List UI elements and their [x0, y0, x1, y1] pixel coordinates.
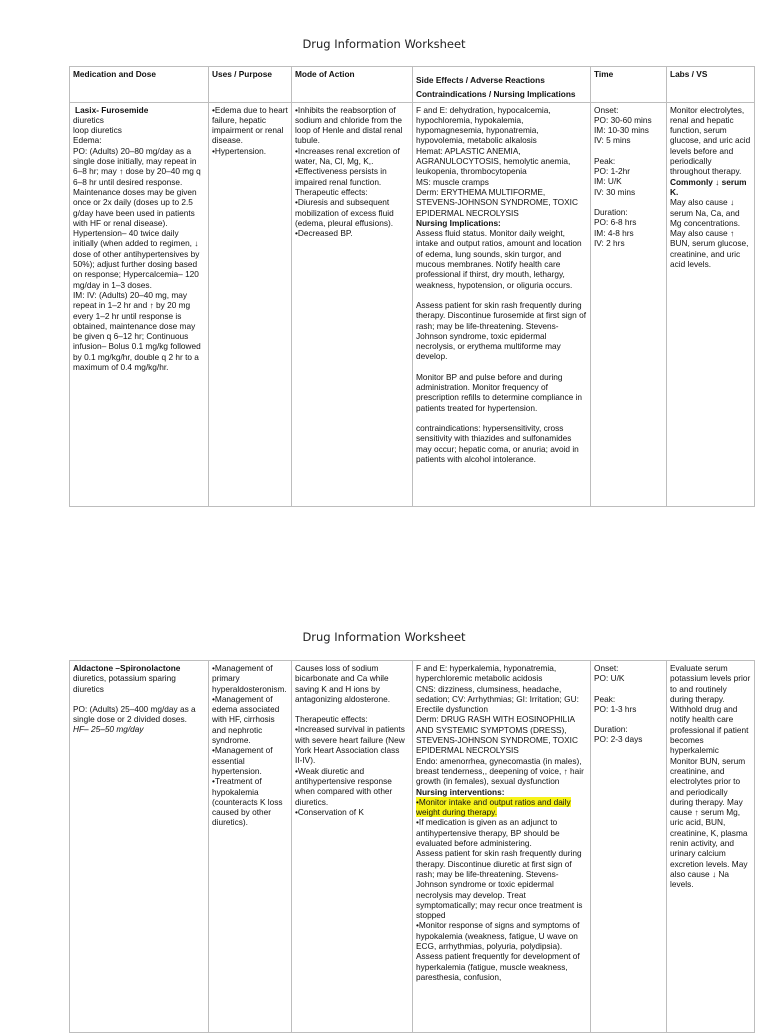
drug-class: diuretics	[73, 114, 104, 125]
labs-item: May also cause ↓ serum Na, Ca, and Mg concentrations.	[670, 197, 741, 228]
labs-item: Evaluate serum potassium levels prior to and routinely during therapy. Withhold drug and notify health care professional if patient becomes hyperkalemic	[670, 663, 751, 756]
mode-of-action-cell	[292, 102, 413, 506]
nursing-intervention-highlighted	[416, 797, 587, 818]
se-dermatologic: Derm: ERYTHEMA MULTIFORME, STEVENS-JOHNSON SYNDROME, TOXIC EPIDERMAL NECROLYSIS	[416, 186, 578, 218]
labs-item: Monitor BUN, serum creatinine, and electrolytes prior to and periodically during therapy. May cause ↑ serum Mg, uric acid, BUN, creatinine, K, plasma renin activity, and urinary calcium excretion levels. May also cause ↓ Na levels.	[670, 755, 748, 890]
time-cell	[591, 102, 667, 506]
moa-item: •Weak diuretic and antihypertensive response when compared with other diuretics.	[295, 765, 393, 807]
nursing-implication: Assess patient for skin rash frequently during therapy. Discontinue furosemide at first sign of rash; may be life-threatening. Stevens-Johnson syndrome, toxic epidermal necrolysis, or erythema multiforme may develop.	[416, 299, 587, 362]
nursing-implications-heading: Nursing Implications:	[416, 217, 501, 228]
time-label: Duration:	[594, 206, 628, 217]
col-header-side-effects-line2: Contraindications / Nursing Implications	[416, 89, 576, 100]
col-header-time: Time	[591, 67, 667, 103]
se-dermatologic: Derm: DRUG RASH WITH EOSINOPHILIA AND SYSTEMIC SYMPTOMS (DRESS), STEVENS-JOHNSON SYNDROME, TOXIC EPIDERMAL NECROLYSIS	[416, 714, 578, 756]
dose-po: PO: (Adults) 25–400 mg/day as a single dose or 2 divided doses.	[73, 703, 196, 725]
moa-item: Causes loss of sodium bicarbonate and Ca while saving K and H ions by antagonizing aldosterone.	[295, 663, 391, 704]
table-row	[70, 661, 755, 1033]
col-header-mode-of-action: Mode of Action	[292, 67, 413, 103]
nursing-intervention: •If medication is given as an adjunct to antihypertensive therapy, BP should be evaluated before administering.	[416, 817, 560, 849]
time-value: IV: 2 hrs	[594, 237, 625, 248]
drug-subclass: loop diuretics	[73, 125, 122, 136]
col-header-side-effects-line1: Side Effects / Adverse Reactions	[416, 75, 545, 85]
se-cns: CNS: dizziness, clumsiness, headache, sedation; CV: Arrhythmias; GI: Irritation; GU: Erectile dysfunction	[416, 683, 579, 715]
drug-name: Aldactone –Spironolactone	[73, 663, 181, 673]
moa-heading: Therapeutic effects:	[295, 186, 368, 197]
time-value: PO: 30-60 mins	[594, 114, 652, 125]
use-item: •Management of edema associated with HF, cirrhosis and nephrotic syndrome.	[212, 693, 280, 746]
col-header-side-effects	[413, 67, 591, 103]
mode-of-action-cell	[292, 661, 413, 1033]
moa-item: •Increased survival in patients with severe heart failure (New York Heart Association class II-IV).	[295, 724, 405, 766]
moa-item: •Diuresis and subsequent mobilization of excess fluid (edema, pleural effusions).	[295, 197, 394, 228]
nursing-interventions-heading: Nursing interventions:	[416, 786, 505, 797]
worksheet-table-furosemide	[69, 66, 755, 507]
dose-hypertension: Hypertension– 40 twice daily initially (when added to regimen, ↓ dose of other antihypertensives by 50%); adjust further dosing based on response; Hypercalcemia– 120 mg/day in 1–3 doses.	[73, 228, 200, 290]
se-fluid-electrolytes: F and E: hyperkalemia, hyponatremia, hyperchloremic metabolic acidosis	[416, 663, 557, 684]
side-effects-cell	[413, 102, 591, 506]
table-header-row	[70, 67, 755, 103]
time-label: Peak:	[594, 155, 616, 166]
nursing-intervention: Assess patient for skin rash frequently during therapy. Discontinue diuretic at first sign of rash; may be life-threatening. Stevens-Johnson syndrome or toxic epidermal necrolysis may develop. Treat symptomatically; may recur once treatment is stopped	[416, 848, 583, 921]
uses-cell	[209, 661, 292, 1033]
se-endocrine: Endo: amenorrhea, gynecomastia (in males), breast tenderness,, deepening of voice, ↑ hair growth (in females), sexual dysfunction	[416, 755, 584, 787]
nursing-intervention: •Monitor response of signs and symptoms of hypokalemia (weakness, fatigue, U wave on ECG, arrhythmias, polyuria, polydipsia). Assess patient frequently for development of hyperkalemia (fatigue, muscle weakness, paresthesia, confusion,	[416, 920, 580, 982]
nursing-implication: Assess fluid status. Monitor daily weight, intake and output ratios, amount and location of edema, lung sounds, skin turgor, and mucous membranes. Notify health care professional if thirst, dry mouth, lethargy, weakness, hypotension, or oliguria occurs.	[416, 228, 582, 290]
use-item: •Management of primary hyperaldosteronism.	[212, 663, 287, 694]
labs-cell	[667, 661, 755, 1033]
time-label: Duration:	[594, 724, 628, 735]
worksheet-title-page-2: Drug Information Worksheet	[302, 630, 466, 644]
se-hematologic: Hemat: APLASTIC ANEMIA, AGRANULOCYTOSIS, hemolytic anemia, leukopenia, thrombocytopenia	[416, 145, 571, 177]
moa-item: •Effectiveness persists in impaired renal function.	[295, 166, 387, 187]
moa-item: •Decreased BP.	[295, 228, 353, 239]
dose-hf: HF– 25–50 mg/day	[73, 724, 144, 735]
use-item: •Hypertension.	[212, 145, 267, 156]
se-musculoskeletal: MS: muscle cramps	[416, 176, 489, 187]
labs-item: Commonly ↓ serum K.	[670, 176, 747, 197]
time-value: PO: 1-3 hrs	[594, 703, 637, 714]
time-value: PO: 6-8 hrs	[594, 217, 637, 228]
moa-item: •Increases renal excretion of water, Na, Cl, Mg, K,.	[295, 145, 400, 167]
se-fluid-electrolytes: F and E: dehydration, hypocalcemia, hypochloremia, hypokalemia, hypomagnesemia, hyponatremia, hypovolemia, metabolic alkalosis	[416, 104, 551, 146]
worksheet-table-spironolactone	[69, 660, 755, 1033]
col-header-labs: Labs / VS	[667, 67, 755, 103]
nursing-implication: Monitor BP and pulse before and during administration. Monitor frequency of prescription refills to determine compliance in patients treated for hypertension.	[416, 371, 583, 413]
time-value: PO: U/K	[594, 673, 625, 684]
time-value: IV: 5 mins	[594, 135, 631, 146]
labs-cell	[667, 102, 755, 506]
drug-name: Lasix- Furosemide	[75, 104, 149, 115]
time-value: PO: 2-3 days	[594, 734, 643, 745]
side-effects-cell	[413, 661, 591, 1033]
worksheet-title: Drug Information Worksheet	[302, 37, 466, 51]
time-value: IM: U/K	[594, 176, 622, 187]
time-value: PO: 1-2hr	[594, 166, 630, 177]
col-header-medication: Medication and Dose	[70, 67, 209, 103]
highlight-mark: •Monitor intake and output ratios and daily weight during therapy.	[416, 796, 571, 818]
time-label: Onset:	[594, 663, 619, 673]
time-label: Onset:	[594, 104, 619, 115]
medication-dose-cell	[70, 661, 209, 1033]
col-header-uses: Uses / Purpose	[209, 67, 292, 103]
use-item: •Management of essential hypertension.	[212, 745, 273, 776]
time-value: IV: 30 mins	[594, 186, 636, 197]
labs-item: May also cause ↑ BUN, serum glucose, creatinine, and uric acid levels.	[670, 228, 749, 270]
time-value: IM: 4-8 hrs	[594, 227, 634, 238]
table-row	[70, 102, 755, 506]
uses-cell	[209, 102, 292, 506]
time-value: IM: 10-30 mins	[594, 125, 649, 136]
use-item: •Treatment of hypokalemia (counteracts K loss caused by other diuretics).	[212, 776, 283, 828]
contraindications: contraindications: hypersensitivity, cross sensitivity with thiazides and sulfonamides may occur; hepatic coma, or anuria; avoid in patients with alcohol intolerance.	[416, 422, 579, 464]
time-label: Peak:	[594, 693, 616, 704]
moa-heading: Therapeutic effects:	[295, 714, 368, 725]
medication-dose-cell	[70, 102, 209, 506]
use-item: •Edema due to heart failure, hepatic impairment or renal disease.	[212, 104, 288, 146]
drug-class: diuretics, potassium sparing diuretics	[73, 673, 176, 694]
labs-item: Monitor electrolytes, renal and hepatic function, serum glucose, and uric acid levels before and periodically throughout therapy.	[670, 104, 751, 177]
dose-im-iv: IM: IV: (Adults) 20–40 mg, may repeat in 1–2 hr and ↑ by 20 mg every 1–2 hr until response is obtained, maintenance dose may be given q 6–12 hr; Continuous infusion– Bolus 0.1 mg/kg followed by 0.1 mg/kg/hr, double q 2 hr to a maximum of 0.4 mg/kg/hr.	[73, 289, 201, 373]
moa-item: •Conservation of K	[295, 806, 364, 817]
time-cell	[591, 661, 667, 1033]
dose-po: PO: (Adults) 20–80 mg/day as a single dose initially, may repeat in 6–8 hr; may ↑ dose by 20–40 mg q 6–8 hr until desired response. Maintenance doses may be given once or 2x daily (doses up to 2.5 g/day have been used in patients with HF or renal disease).	[73, 145, 201, 228]
moa-item: •Inhibits the reabsorption of sodium and chloride from the loop of Henle and distal renal tubule.	[295, 104, 403, 146]
indication-label: Edema:	[73, 135, 102, 146]
